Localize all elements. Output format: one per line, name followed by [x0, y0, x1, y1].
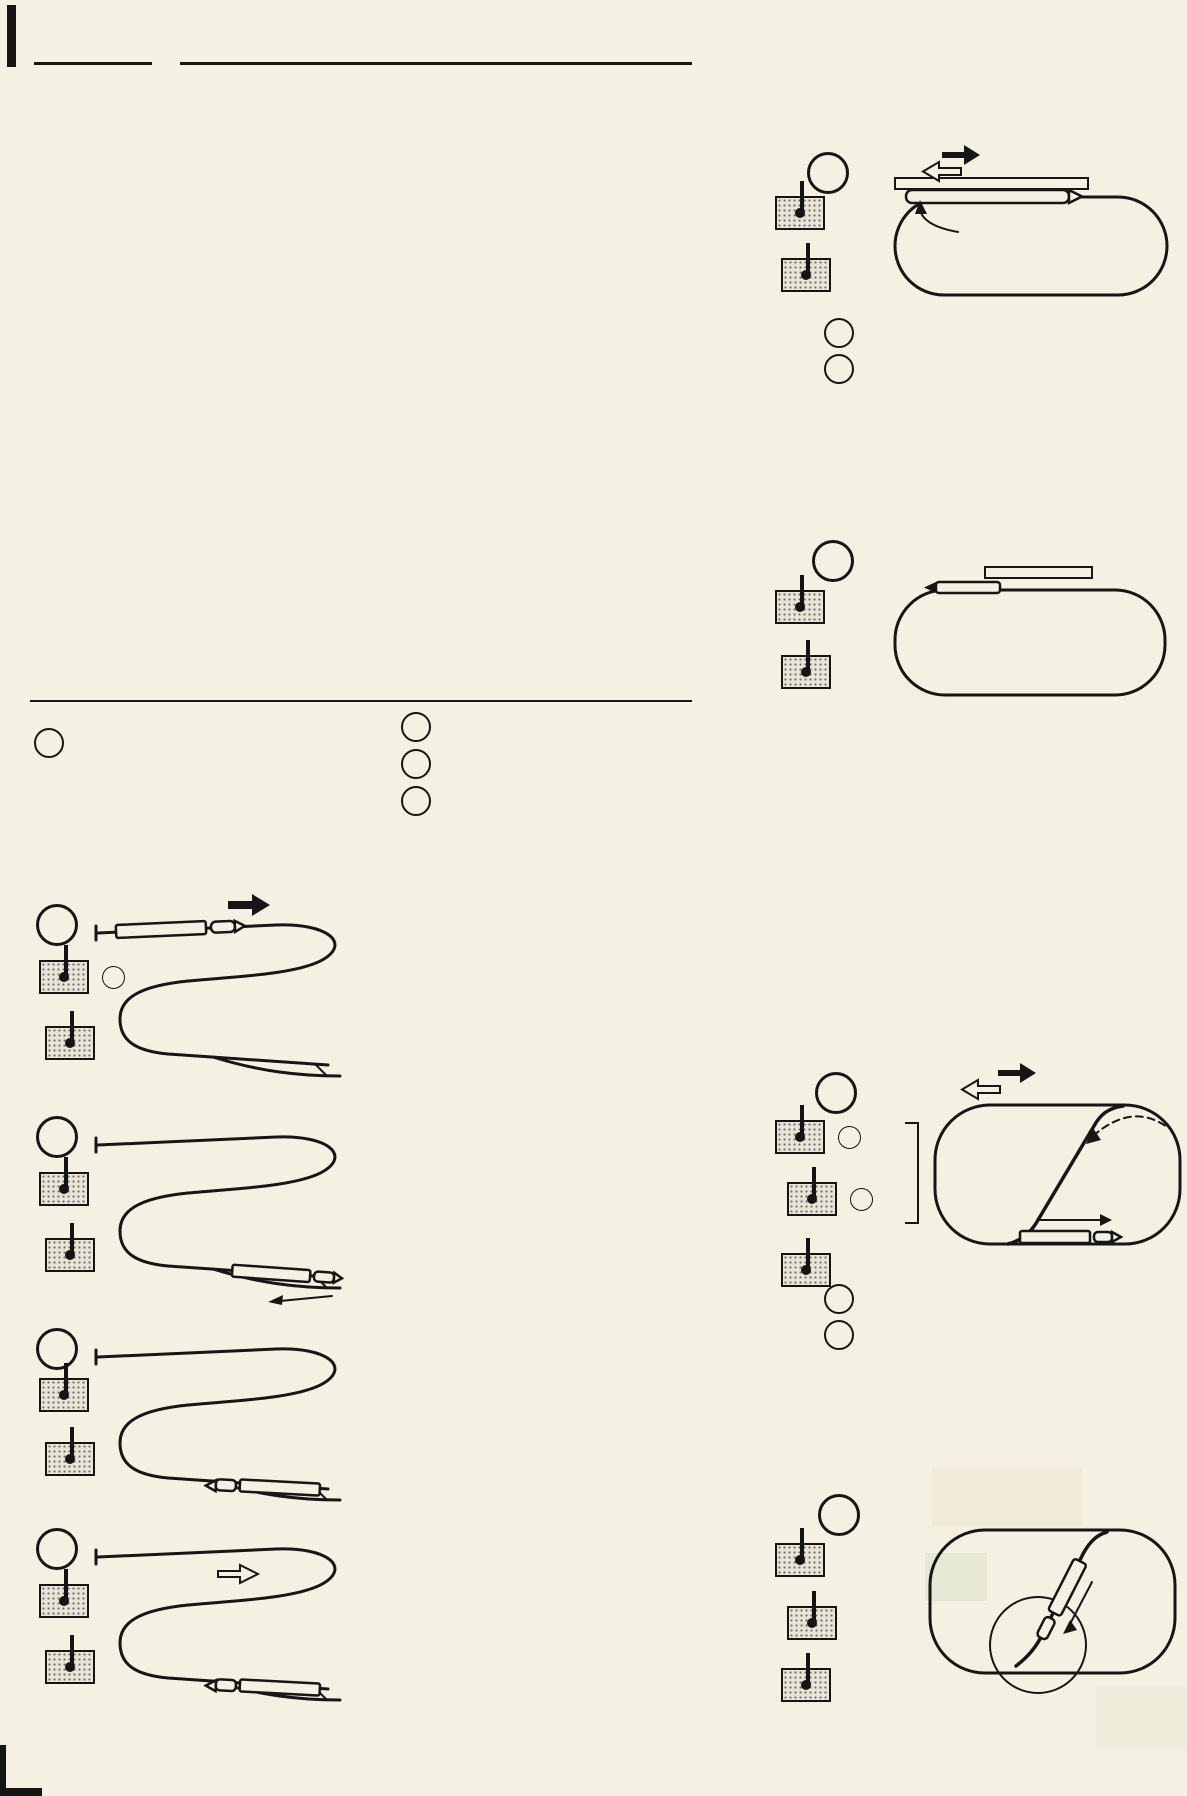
section2-captions [820, 318, 1184, 390]
switch-lever [800, 1528, 804, 1560]
down-direction-arrow [218, 1565, 258, 1583]
aux-switch-tag [850, 1188, 873, 1211]
direction-switch-2a [776, 258, 836, 292]
diagram-1a [30, 888, 366, 1100]
aux-switch-box [787, 1606, 837, 1640]
train [116, 919, 245, 938]
train [906, 190, 1082, 203]
step-marker-c [401, 749, 431, 779]
up-direction-arrow [942, 145, 980, 165]
aux-switch-3b [782, 1606, 842, 1640]
switch-lever [800, 575, 804, 607]
switch-lever [812, 1591, 816, 1623]
track-diagram-1d [30, 1512, 366, 1724]
travel-direction-arrow [915, 200, 958, 232]
route-switch-box [775, 1543, 825, 1577]
section3-captions [820, 1284, 1184, 1356]
switch-lever [806, 243, 810, 275]
caption-marker-a [824, 318, 854, 348]
diagram-2a-label [807, 152, 849, 194]
travel-direction-arrow [1038, 1214, 1112, 1226]
platform [985, 567, 1092, 578]
caption-marker-b [824, 354, 854, 384]
diagram-3b-label [818, 1494, 860, 1536]
platform [895, 178, 1088, 189]
title-rule-right [180, 62, 692, 65]
loop-track [935, 1105, 1180, 1244]
track-diagram-1c [30, 1312, 366, 1512]
track-diagram-3b [880, 1490, 1187, 1790]
caption-marker-a [824, 1284, 854, 1314]
section1-column-2 [376, 712, 702, 823]
scan-edge-mark [0, 1788, 42, 1796]
track [96, 1549, 335, 1689]
track-diagram-2b [880, 545, 1187, 735]
turnout-tick [316, 1065, 326, 1075]
endless-loop-track [895, 590, 1165, 695]
switch-lever [806, 1238, 810, 1270]
train [232, 1265, 343, 1285]
train [1020, 1231, 1121, 1243]
switch-lever [806, 640, 810, 672]
step-c-text [376, 749, 702, 786]
step-marker-d [401, 786, 431, 816]
scan-edge-mark [7, 5, 16, 67]
track [96, 925, 335, 1065]
up-direction-arrow [998, 1063, 1036, 1083]
diagram-3a-label [815, 1072, 857, 1114]
direction-switch-box [781, 258, 831, 292]
track-diagram-3a [880, 1050, 1187, 1285]
endless-loop-track [895, 197, 1167, 295]
step-d-text [376, 786, 702, 823]
back-arrow [268, 1295, 332, 1305]
direction-switch-box [781, 655, 831, 689]
switch-lever [800, 1105, 804, 1137]
main-switch-tag [838, 1126, 861, 1149]
switch-lever [800, 181, 804, 213]
section1-lead [30, 726, 366, 763]
step-marker-a [34, 728, 64, 758]
article-header [34, 36, 692, 90]
direction-switch-box [781, 1668, 831, 1702]
down-direction-arrow [962, 1080, 1000, 1099]
track-diagram-1b [30, 1100, 366, 1312]
route-switch-3a [770, 1120, 861, 1154]
caption-3b [820, 1320, 1184, 1356]
aux-switch-box [787, 1182, 837, 1216]
route-switch-2b [770, 590, 830, 624]
step-b-text [376, 712, 702, 749]
direction-switch-3a [776, 1253, 836, 1287]
switch-lever [806, 1653, 810, 1685]
caption-2b [820, 354, 1184, 390]
section1-step-a-text [30, 728, 366, 763]
diagram-1c [30, 1312, 366, 1512]
caption-3a [820, 1284, 1184, 1320]
direction-switch-3b [776, 1668, 836, 1702]
caption-2a [820, 318, 1184, 354]
section-divider [30, 700, 692, 702]
diagram-1b [30, 1100, 366, 1312]
switch-lever [812, 1167, 816, 1199]
train [1035, 1558, 1087, 1641]
diagram-2b-label [812, 540, 854, 582]
train [206, 1678, 321, 1697]
route-switch-box [775, 196, 825, 230]
direction-switch-2b [776, 655, 836, 689]
step-marker-b [401, 712, 431, 742]
caption-marker-b [824, 1320, 854, 1350]
up-direction-arrow [228, 894, 270, 916]
direction-switch-box [781, 1253, 831, 1287]
diagram-1d [30, 1512, 366, 1724]
title-rule-left [34, 62, 152, 65]
train [924, 581, 1000, 594]
train [206, 1478, 321, 1497]
route-switch-box [775, 1120, 825, 1154]
track-diagram-2a [880, 130, 1187, 325]
route-switch-2a [770, 196, 830, 230]
track-diagram-1a [30, 888, 366, 1100]
track [96, 1137, 335, 1277]
route-switch-box [775, 590, 825, 624]
track [96, 1349, 335, 1489]
aux-switch-3a [782, 1182, 873, 1216]
route-switch-3b [770, 1543, 830, 1577]
